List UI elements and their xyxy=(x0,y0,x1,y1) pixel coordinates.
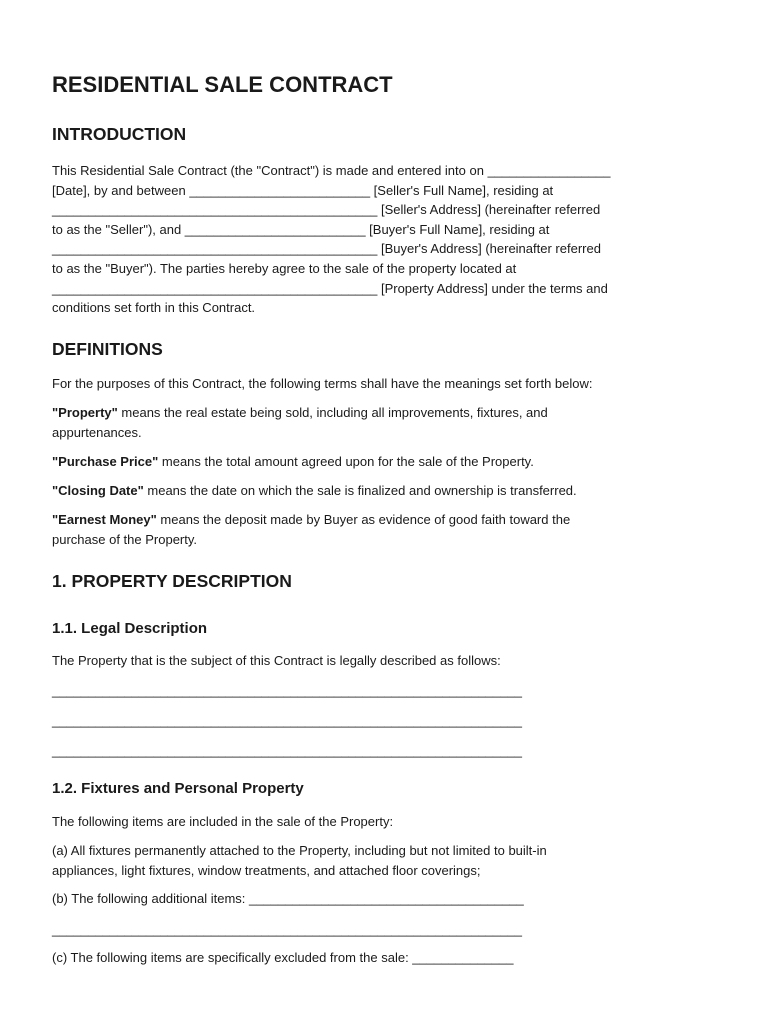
fixtures-intro xyxy=(52,812,722,832)
introduction-heading: INTRODUCTION xyxy=(52,124,187,144)
document-title: RESIDENTIAL SALE CONTRACT xyxy=(52,72,393,97)
intro-line: _____________________________________________ [Buyer's Address] (hereinafter referred xyxy=(52,241,601,257)
definition-text: means the date on which the sale is finalized and ownership is transferred. xyxy=(143,483,577,498)
definitions-heading: DEFINITIONS xyxy=(52,339,163,359)
definitions-intro-text: For the purposes of this Contract, the following terms shall have the meanings set forth below: xyxy=(52,376,593,391)
definition-earnest-money xyxy=(52,510,722,549)
intro-line: to as the "Buyer"). The parties hereby agree to the sale of the property located at xyxy=(52,260,517,276)
fixtures-item-c-line: (c) The following items are specifically excluded from the sale: ______________ xyxy=(52,950,514,965)
blank-line: _________________________________________________________________ xyxy=(52,922,522,937)
definition-text: means the total amount agreed upon for the sale of the Property. xyxy=(158,454,534,469)
fixtures-item-a xyxy=(52,841,722,880)
definition-term: "Purchase Price" xyxy=(52,454,159,469)
definition-text: means the real estate being sold, including all improvements, fixtures, and xyxy=(117,405,548,420)
fixtures-item-c xyxy=(52,948,722,968)
definition-property xyxy=(52,403,722,442)
fixtures-item-a-line: (a) All fixtures permanently attached to the Property, including but not limited to built-in xyxy=(52,843,547,858)
intro-line: to as the "Seller"), and _________________________ [Buyer's Full Name], residing at xyxy=(52,221,550,237)
definition-text: means the deposit made by Buyer as evidence of good faith toward the xyxy=(156,512,571,527)
intro-line: This Residential Sale Contract (the "Contract") is made and entered into on _________________ xyxy=(52,163,611,178)
definitions-intro xyxy=(52,374,722,394)
intro-line: [Date], by and between _________________________ [Seller's Full Name], residing at xyxy=(52,182,554,198)
fixtures-intro-line: The following items are included in the sale of the Property: xyxy=(52,814,394,829)
legal-description-text xyxy=(52,651,722,671)
definition-text: purchase of the Property. xyxy=(52,531,198,547)
intro-line: _____________________________________________ [Property Address] under the terms and xyxy=(52,280,608,296)
blank-line: _________________________________________________________________ xyxy=(52,743,522,758)
blank-line: _________________________________________________________________ xyxy=(52,713,522,728)
intro-line: conditions set forth in this Contract. xyxy=(52,300,256,316)
definition-term: "Closing Date" xyxy=(52,483,144,498)
introduction-paragraph xyxy=(52,161,722,318)
blank-line: _________________________________________________________________ xyxy=(52,683,522,698)
legal-description-line: The Property that is the subject of this Contract is legally described as follows: xyxy=(52,653,501,668)
fixtures-item-a-line: appliances, light fixtures, window treatments, and attached floor coverings; xyxy=(52,862,481,878)
legal-description-heading: 1.1. Legal Description xyxy=(52,620,208,637)
definition-closing-date xyxy=(52,481,722,501)
property-description-heading: 1. PROPERTY DESCRIPTION xyxy=(52,571,292,591)
intro-line: _____________________________________________ [Seller's Address] (hereinafter referred xyxy=(52,202,601,218)
definition-text: appurtenances. xyxy=(52,424,142,440)
fixtures-item-b xyxy=(52,889,722,909)
fixtures-heading: 1.2. Fixtures and Personal Property xyxy=(52,780,304,797)
definition-term: "Property" xyxy=(52,405,118,420)
definition-term: "Earnest Money" xyxy=(52,512,157,527)
definition-purchase-price xyxy=(52,452,722,472)
fixtures-item-b-line: (b) The following additional items: ______________________________________ xyxy=(52,891,524,906)
